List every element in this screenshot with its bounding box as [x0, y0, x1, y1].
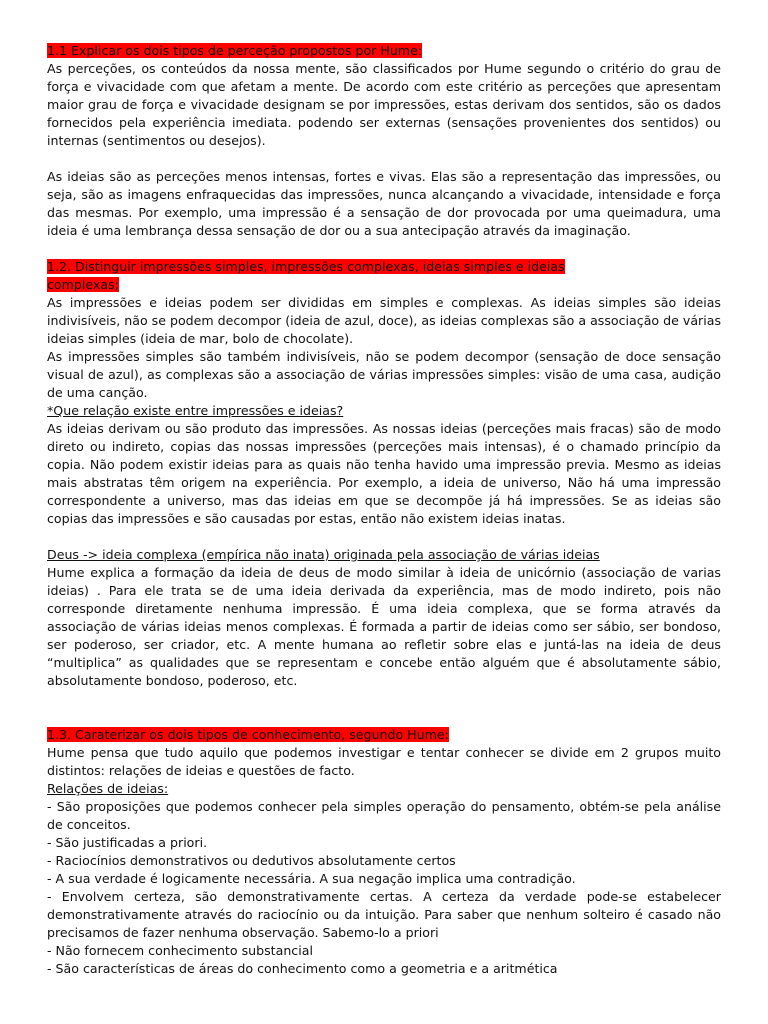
section-2-paragraph-1: As impressões e ideias podem ser divididas em simples e complexas. As ideias simples são ideias indivisíveis, não se podem decompor (ideia de azul, doce), as ideias complexas são a associação de várias ideias simples (ideia de mar, bolo de chocolate). [47, 295, 721, 346]
bullet-item: - A sua verdade é logicamente necessária. A sua negação implica uma contradição. [47, 871, 576, 886]
bullet-item: - Raciocínios demonstrativos ou dedutivos absolutamente certos [47, 853, 456, 868]
section-2-paragraph-4: Hume explica a formação da ideia de deus de modo similar à ideia de unicórnio (associação de varias ideias) . Para ele trata se de uma ideia derivada da experiência, mas de modo indireto, pois não corresponde diretamente nenhuma impressão. É uma ideia complexa, que se forma através da associação de várias ideias menos complexas. É formada a partir de ideias como ser sábio, ser bondoso, ser poderoso, ser criador, etc. A mente humana ao refletir sobre elas e juntá-las na ideia de deus “multiplica” as qualidades que se representam e concebe então alguém que é absolutamente sábio, absolutamente bondoso, poderoso, etc. [47, 565, 721, 688]
bullet-item: - São características de áreas do conhecimento como a geometria e a aritmética [47, 961, 558, 976]
bullet-item: - Envolvem certeza, são demonstrativamente certas. A certeza da verdade pode-se estabelecer demonstrativamente através do raciocínio ou da intuição. Para saber que nenhum solteiro é casado não precisamos de fazer nenhuma observação. Sabemo-lo a priori [47, 889, 721, 940]
spacer [47, 240, 721, 258]
section-3-paragraph-1: Hume pensa que tudo aquilo que podemos investigar e tentar conhecer se divide em 2 grupos muito distintos: relações de ideias e questões de facto. [47, 745, 721, 778]
bullet-item: - São justificadas a priori. [47, 835, 208, 850]
section-2-paragraph-2: As impressões simples são também indivisíveis, não se podem decompor (sensação de doce sensação visual de azul), as complexas são a associação de várias impressões simples: visão de uma casa, audição de uma canção. [47, 349, 721, 400]
section-2-heading-line-2: complexas; [47, 277, 119, 292]
section-1-heading [47, 42, 721, 60]
section-2-paragraph-3: As ideias derivam ou são produto das impressões. As nossas ideias (perceções mais fracas) são de modo direto ou indireto, copias das nossas impressões (perceções mais intensas), é o chamado princípio da copia. Não podem existir ideias para as quais não tenha havido uma impressão previa. Mesmo as ideias mais abstratas têm origem na experiência. Por exemplo, a ideia de universo, Não há uma impressão correspondente a universo, mas das ideias em que se decompõe já há impressões. Se as ideias são copias das impressões e são causadas por estas, então não existem ideias inatas. [47, 421, 721, 526]
bullet-item: - Não fornecem conhecimento substancial [47, 943, 313, 958]
section-2-heading [47, 258, 721, 294]
section-1-paragraph-1: As perceções, os conteúdos da nossa mente, são classificados por Hume segundo o critério do grau de força e vivacidade com que afetam a mente. De acordo com este critério as perceções que apresentam maior grau de força e vivacidade designam se por impressões, estas derivam dos sentidos, são os dados fornecidos pela experiência imediata. podendo ser externas (sensações provenientes dos sentidos) ou internas (sentimentos ou desejos). [47, 61, 721, 148]
section-2-question: *Que relação existe entre impressões e ideias? [47, 403, 344, 418]
section-3-heading [47, 726, 721, 744]
section-1-paragraph-2: As ideias são as perceções menos intensas, fortes e vivas. Elas são a representação das impressões, ou seja, são as imagens enfraquecidas das impressões, nunca alcançando a vivacidade, intensidade e força das mesmas. Por exemplo, uma impressão é a sensação de dor provocada por uma queimadura, uma ideia é uma lembrança dessa sensação de dor ou a sua antecipação através da imaginação. [47, 169, 721, 238]
deus-heading: Deus -> ideia complexa (empírica não inata) originada pela associação de várias ideias [47, 547, 600, 562]
spacer [47, 690, 721, 726]
document-page [47, 42, 721, 978]
section-3-heading-text: 1.3. Caraterizar os dois tipos de conhecimento, segundo Hume: [47, 727, 449, 742]
section-2-heading-line-1: 1.2. Distinguir impressões simples, impressões complexas, ideias simples e ideias [47, 259, 565, 274]
bullet-item: - São proposições que podemos conhecer pela simples operação do pensamento, obtém-se pela análise de conceitos. [47, 799, 721, 832]
spacer [47, 150, 721, 168]
section-1-heading-text: 1.1 Explicar os dois tipos de perceção propostos por Hume: [47, 43, 423, 58]
spacer [47, 528, 721, 546]
relacoes-de-ideias-subheading: Relações de ideias: [47, 781, 169, 796]
